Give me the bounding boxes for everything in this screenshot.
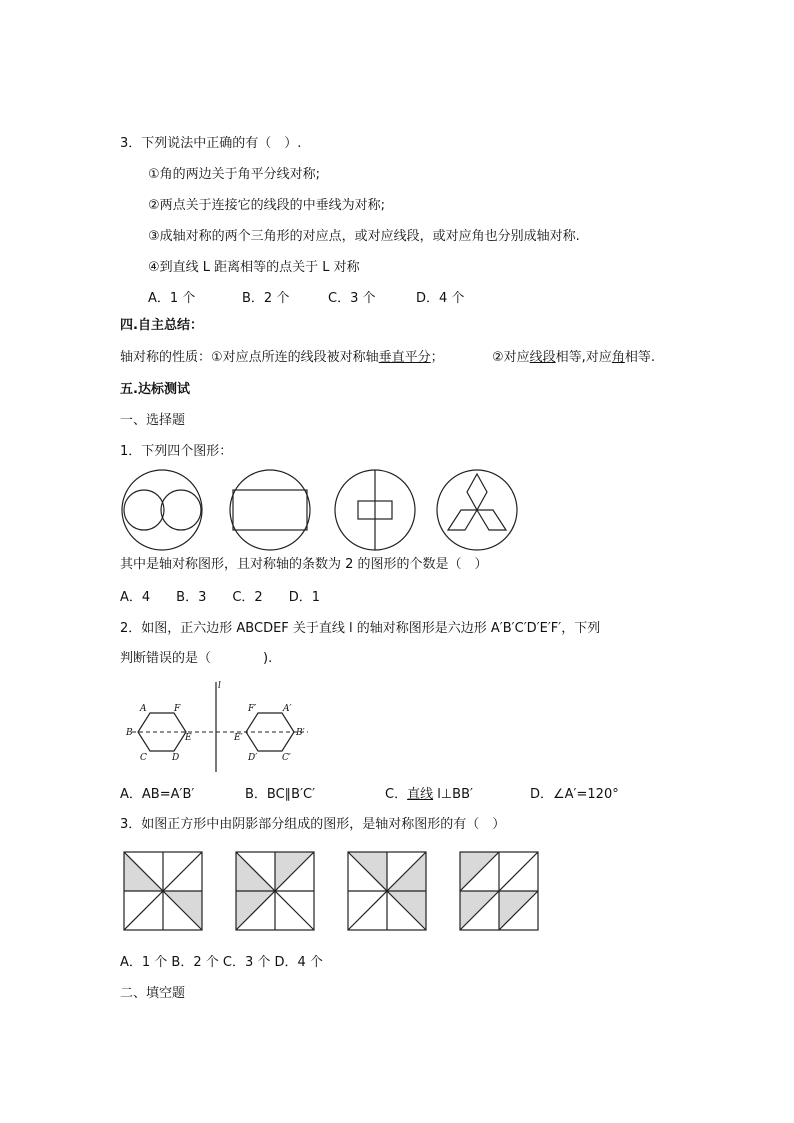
- q3-squares: [122, 850, 544, 932]
- square-3: [348, 852, 426, 930]
- summary-p3: 相等,对应: [555, 350, 612, 365]
- label-f2: F′: [248, 704, 257, 714]
- q2-option-c-underline: 直线: [407, 787, 434, 802]
- q1-stem: 1．下列四个图形：: [120, 444, 233, 459]
- label-c2: C′: [282, 753, 291, 763]
- label-f: F: [174, 704, 181, 714]
- figure-circle-line-rect: [335, 470, 415, 550]
- label-e: E: [185, 733, 192, 743]
- square-1: [124, 852, 202, 930]
- q3-test-stem: 3．如图正方形中由阴影部分组成的图形，是轴对称图形的有（ ）: [120, 817, 506, 832]
- q2-option-b: B．BC∥B′C′: [245, 787, 316, 802]
- q2-option-d: D．∠A′=120°: [530, 787, 619, 802]
- summary-p1-underline: 垂直平分: [378, 350, 431, 365]
- q3-stem: 3．下列说法中正确的有（ ）.: [120, 136, 302, 151]
- square-2: [236, 852, 314, 930]
- summary-p1: 轴对称的性质：①对应点所连的线段被对称轴: [120, 350, 379, 365]
- section-fill-blank: 二、填空题: [120, 986, 186, 1001]
- label-a: A: [140, 704, 147, 714]
- summary-p2: ②对应: [492, 350, 530, 365]
- q2-option-c: [385, 787, 473, 803]
- summary-p4: 相等.: [624, 350, 655, 365]
- q3-test-options: A．1 个 B．2 个 C．3 个 D．4 个: [120, 955, 323, 970]
- label-b2: B′: [296, 728, 305, 738]
- q2-option-c-rest: l⊥BB′: [433, 787, 473, 802]
- section-choice: 一、选择题: [120, 413, 186, 428]
- label-e2: E′: [234, 733, 243, 743]
- q2-option-c-prefix: C．: [385, 787, 408, 802]
- q2-hexagon-figure: [122, 680, 322, 774]
- q2-option-a: A．AB=A′B′: [120, 787, 195, 802]
- q3-item-2: ②两点关于连接它的线段的中垂线为对称;: [148, 198, 386, 213]
- q3-item-3: ③成轴对称的两个三角形的对应点，或对应线段，或对应角也分别成轴对称.: [148, 229, 580, 244]
- label-l: l: [218, 681, 221, 691]
- q3-option-b: B．2 个: [242, 291, 290, 306]
- q3-option-d: D．4 个: [416, 291, 465, 306]
- summary-heading: 四.自主总结：: [120, 318, 203, 333]
- q1-question: 其中是轴对称图形，且对称轴的条数为 2 的图形的个数是（ ）: [120, 557, 488, 572]
- summary-p1-end: ；: [430, 350, 444, 365]
- figure-circle-two-circles: [122, 470, 202, 550]
- summary-p2-underline: 线段: [529, 350, 556, 365]
- summary-p3-underline: 角: [611, 350, 625, 365]
- q3-option-c: C．3 个: [328, 291, 376, 306]
- label-c: C: [140, 753, 147, 763]
- q1-figures: [115, 468, 525, 552]
- q3-item-4: ④到直线 L 距离相等的点关于 L 对称: [148, 260, 360, 275]
- q3-item-1: ①角的两边关于角平分线对称;: [148, 167, 321, 182]
- label-a2: A′: [283, 704, 292, 714]
- summary-text: [120, 350, 444, 366]
- label-d: D: [172, 753, 180, 763]
- label-d2: D′: [248, 753, 258, 763]
- summary-text-2: [492, 350, 655, 366]
- q3-option-a: A．1 个: [148, 291, 196, 306]
- test-heading: 五.达标测试: [120, 382, 190, 397]
- figure-circle-diamonds: [437, 470, 517, 550]
- q1-options: A．4 B．3 C．2 D．1: [120, 590, 320, 605]
- figure-circle-rectangle: [230, 470, 310, 550]
- q2-stem-line1: 2．如图，正六边形 ABCDEF 关于直线 l 的轴对称图形是六边形 A′B′C′D′E′F′，下列: [120, 621, 601, 636]
- q2-stem-line2: 判断错误的是（ ).: [120, 651, 273, 666]
- label-b: B: [126, 728, 133, 738]
